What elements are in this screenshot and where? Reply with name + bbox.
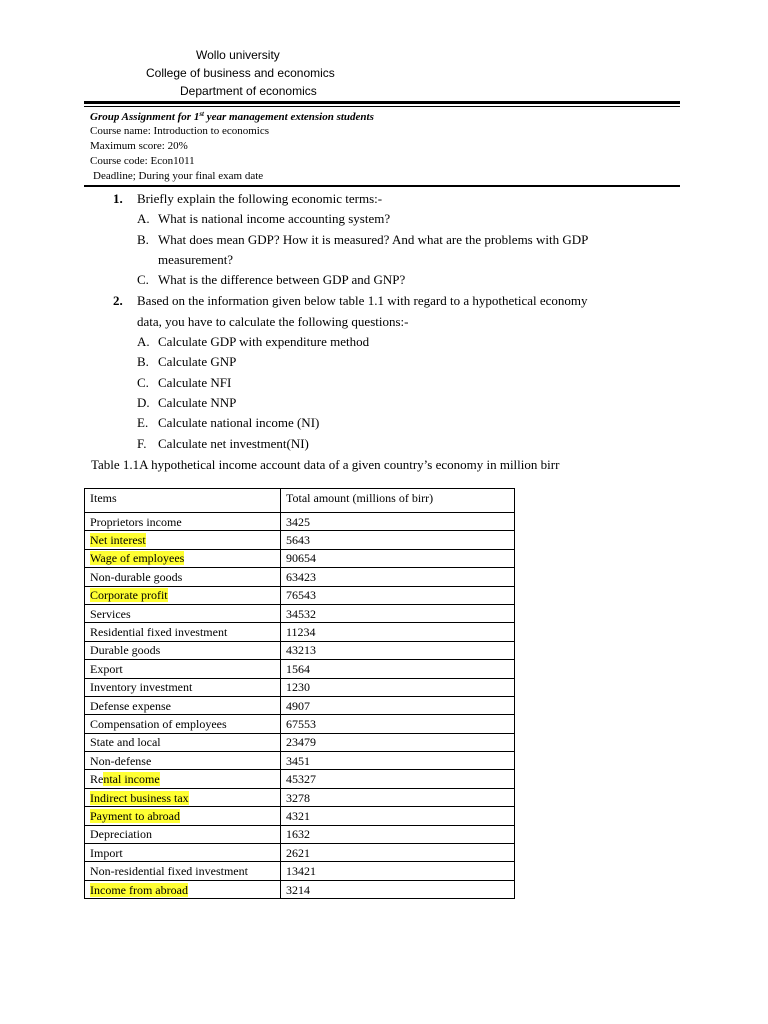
table-cell-amount: 43213 — [281, 641, 515, 659]
table-cell-amount: 3425 — [281, 513, 515, 531]
table-cell-item — [85, 531, 281, 549]
q1-item-a-text: What is national income accounting system? — [158, 211, 391, 226]
table-cell-amount: 23479 — [281, 733, 515, 751]
table-row — [85, 752, 515, 770]
table-cell-amount: 4907 — [281, 696, 515, 714]
table-cell-item — [85, 513, 281, 531]
table-cell-item — [85, 549, 281, 567]
table-row — [85, 862, 515, 880]
question-1-text: Briefly explain the following economic terms:- — [137, 191, 383, 206]
question-1-number: 1. — [113, 191, 123, 206]
course-name: Course name: Introduction to economics — [90, 125, 270, 137]
q2-item-f-text: Calculate net investment(NI) — [158, 436, 309, 451]
item-text: Non-defense — [90, 753, 152, 768]
table-row — [85, 696, 515, 714]
assignment-title: Group Assignment for 1st year management extension students — [90, 110, 374, 123]
q2-item-b-letter: B. — [137, 354, 149, 369]
table-cell-item — [85, 568, 281, 586]
highlighted-item-text: Payment to abroad — [90, 808, 180, 823]
table-row — [85, 733, 515, 751]
table-cell-amount: 45327 — [281, 770, 515, 788]
table-cell-amount: 67553 — [281, 715, 515, 733]
question-2-text: Based on the information given below table 1.1 with regard to a hypothetical economy — [137, 293, 588, 308]
item-text: Services — [90, 606, 131, 621]
highlighted-item-text: Indirect business tax — [90, 790, 189, 805]
header-rule-thin — [84, 106, 680, 107]
q2-item-a-letter: A. — [137, 334, 150, 349]
table-row — [85, 660, 515, 678]
table-cell-amount: 2621 — [281, 844, 515, 862]
q2-item-d-text: Calculate NNP — [158, 395, 237, 410]
q2-item-a-text: Calculate GDP with expenditure method — [158, 334, 370, 349]
table-row — [85, 844, 515, 862]
item-text: State and local — [90, 735, 161, 750]
table-row — [85, 788, 515, 806]
item-text: Re — [90, 772, 104, 787]
table-cell-amount: 90654 — [281, 549, 515, 567]
max-score: Maximum score: 20% — [90, 140, 188, 152]
item-text: Defense expense — [90, 698, 171, 713]
deadline: Deadline; During your final exam date — [93, 170, 264, 182]
q2-item-b-text: Calculate GNP — [158, 354, 237, 369]
q2-item-e-text: Calculate national income (NI) — [158, 415, 320, 430]
item-text: Compensation of employees — [90, 716, 227, 731]
table-cell-amount: 3214 — [281, 880, 515, 898]
table-cell-amount: 34532 — [281, 604, 515, 622]
item-text: Export — [90, 661, 123, 676]
table-row — [85, 513, 515, 531]
table-cell-amount: 3278 — [281, 788, 515, 806]
q2-item-c-text: Calculate NFI — [158, 375, 232, 390]
highlighted-item-text: Net interest — [90, 533, 146, 548]
header-rule-thick — [84, 101, 680, 104]
q1-item-a-letter: A. — [137, 211, 150, 226]
item-text: Durable goods — [90, 643, 161, 658]
course-code: Course code: Econ1011 — [90, 155, 195, 167]
question-2-continuation: data, you have to calculate the following questions:- — [137, 314, 409, 329]
table-cell-item — [85, 715, 281, 733]
item-text: Residential fixed investment — [90, 625, 228, 640]
college-name: College of business and economics — [146, 66, 335, 80]
q1-item-c-letter: C. — [137, 272, 149, 287]
table-cell-item — [85, 604, 281, 622]
highlighted-item-text: ntal income — [103, 772, 160, 787]
q1-item-b-text: What does mean GDP? How it is measured? And what are the problems with GDP — [158, 232, 589, 247]
highlighted-item-text: Wage of employees — [90, 551, 185, 566]
table-row — [85, 715, 515, 733]
q2-item-e-letter: E. — [137, 415, 149, 430]
table-row — [85, 531, 515, 549]
table-cell-item — [85, 880, 281, 898]
column-header-amount: Total amount (millions of birr) — [281, 489, 515, 513]
item-text: Inventory investment — [90, 680, 193, 695]
table-body — [85, 513, 515, 899]
income-account-table — [84, 488, 515, 899]
column-header-items: Items — [85, 489, 281, 513]
table-row — [85, 641, 515, 659]
table-cell-amount: 3451 — [281, 752, 515, 770]
table-cell-item — [85, 788, 281, 806]
table-cell-amount: 13421 — [281, 862, 515, 880]
table-cell-item — [85, 641, 281, 659]
q2-item-f-letter: F. — [137, 436, 147, 451]
table-row — [85, 623, 515, 641]
table-cell-amount: 63423 — [281, 568, 515, 586]
highlighted-item-text: Corporate profit — [90, 588, 168, 603]
table-cell-amount: 11234 — [281, 623, 515, 641]
question-2-number: 2. — [113, 293, 123, 308]
table-cell-item — [85, 733, 281, 751]
table-cell-item — [85, 862, 281, 880]
table-row — [85, 568, 515, 586]
table-cell-item — [85, 770, 281, 788]
table-cell-amount: 1632 — [281, 825, 515, 843]
highlighted-item-text: Income from abroad — [90, 882, 188, 897]
university-name: Wollo university — [196, 48, 280, 62]
item-text: Depreciation — [90, 827, 152, 842]
q2-item-c-letter: C. — [137, 375, 149, 390]
table-cell-item — [85, 825, 281, 843]
q1-item-b-continuation: measurement? — [158, 252, 234, 267]
q2-item-d-letter: D. — [137, 395, 150, 410]
table-cell-item — [85, 660, 281, 678]
q1-item-c-text: What is the difference between GDP and GNP? — [158, 272, 406, 287]
table-cell-item — [85, 844, 281, 862]
table-row — [85, 604, 515, 622]
department-name: Department of economics — [180, 84, 317, 98]
table-cell-item — [85, 696, 281, 714]
item-text: Proprietors income — [90, 514, 182, 529]
table-cell-amount: 1230 — [281, 678, 515, 696]
table-row — [85, 678, 515, 696]
table-cell-amount: 5643 — [281, 531, 515, 549]
table-header-row — [85, 489, 515, 513]
item-text: Import — [90, 845, 123, 860]
table-cell-item — [85, 752, 281, 770]
table-cell-item — [85, 678, 281, 696]
item-text: Non-durable goods — [90, 569, 183, 584]
table-row — [85, 807, 515, 825]
table-cell-amount: 4321 — [281, 807, 515, 825]
table-cell-item — [85, 623, 281, 641]
item-text: Non-residential fixed investment — [90, 864, 248, 879]
section-rule — [84, 185, 680, 187]
table-row — [85, 586, 515, 604]
table-row — [85, 825, 515, 843]
table-cell-amount: 1564 — [281, 660, 515, 678]
table-cell-amount: 76543 — [281, 586, 515, 604]
table-cell-item — [85, 586, 281, 604]
table-row — [85, 880, 515, 898]
table-caption: Table 1.1A hypothetical income account data of a given country’s economy in million birr — [91, 457, 560, 472]
table-row — [85, 770, 515, 788]
q1-item-b-letter: B. — [137, 232, 149, 247]
table-row — [85, 549, 515, 567]
table-cell-item — [85, 807, 281, 825]
